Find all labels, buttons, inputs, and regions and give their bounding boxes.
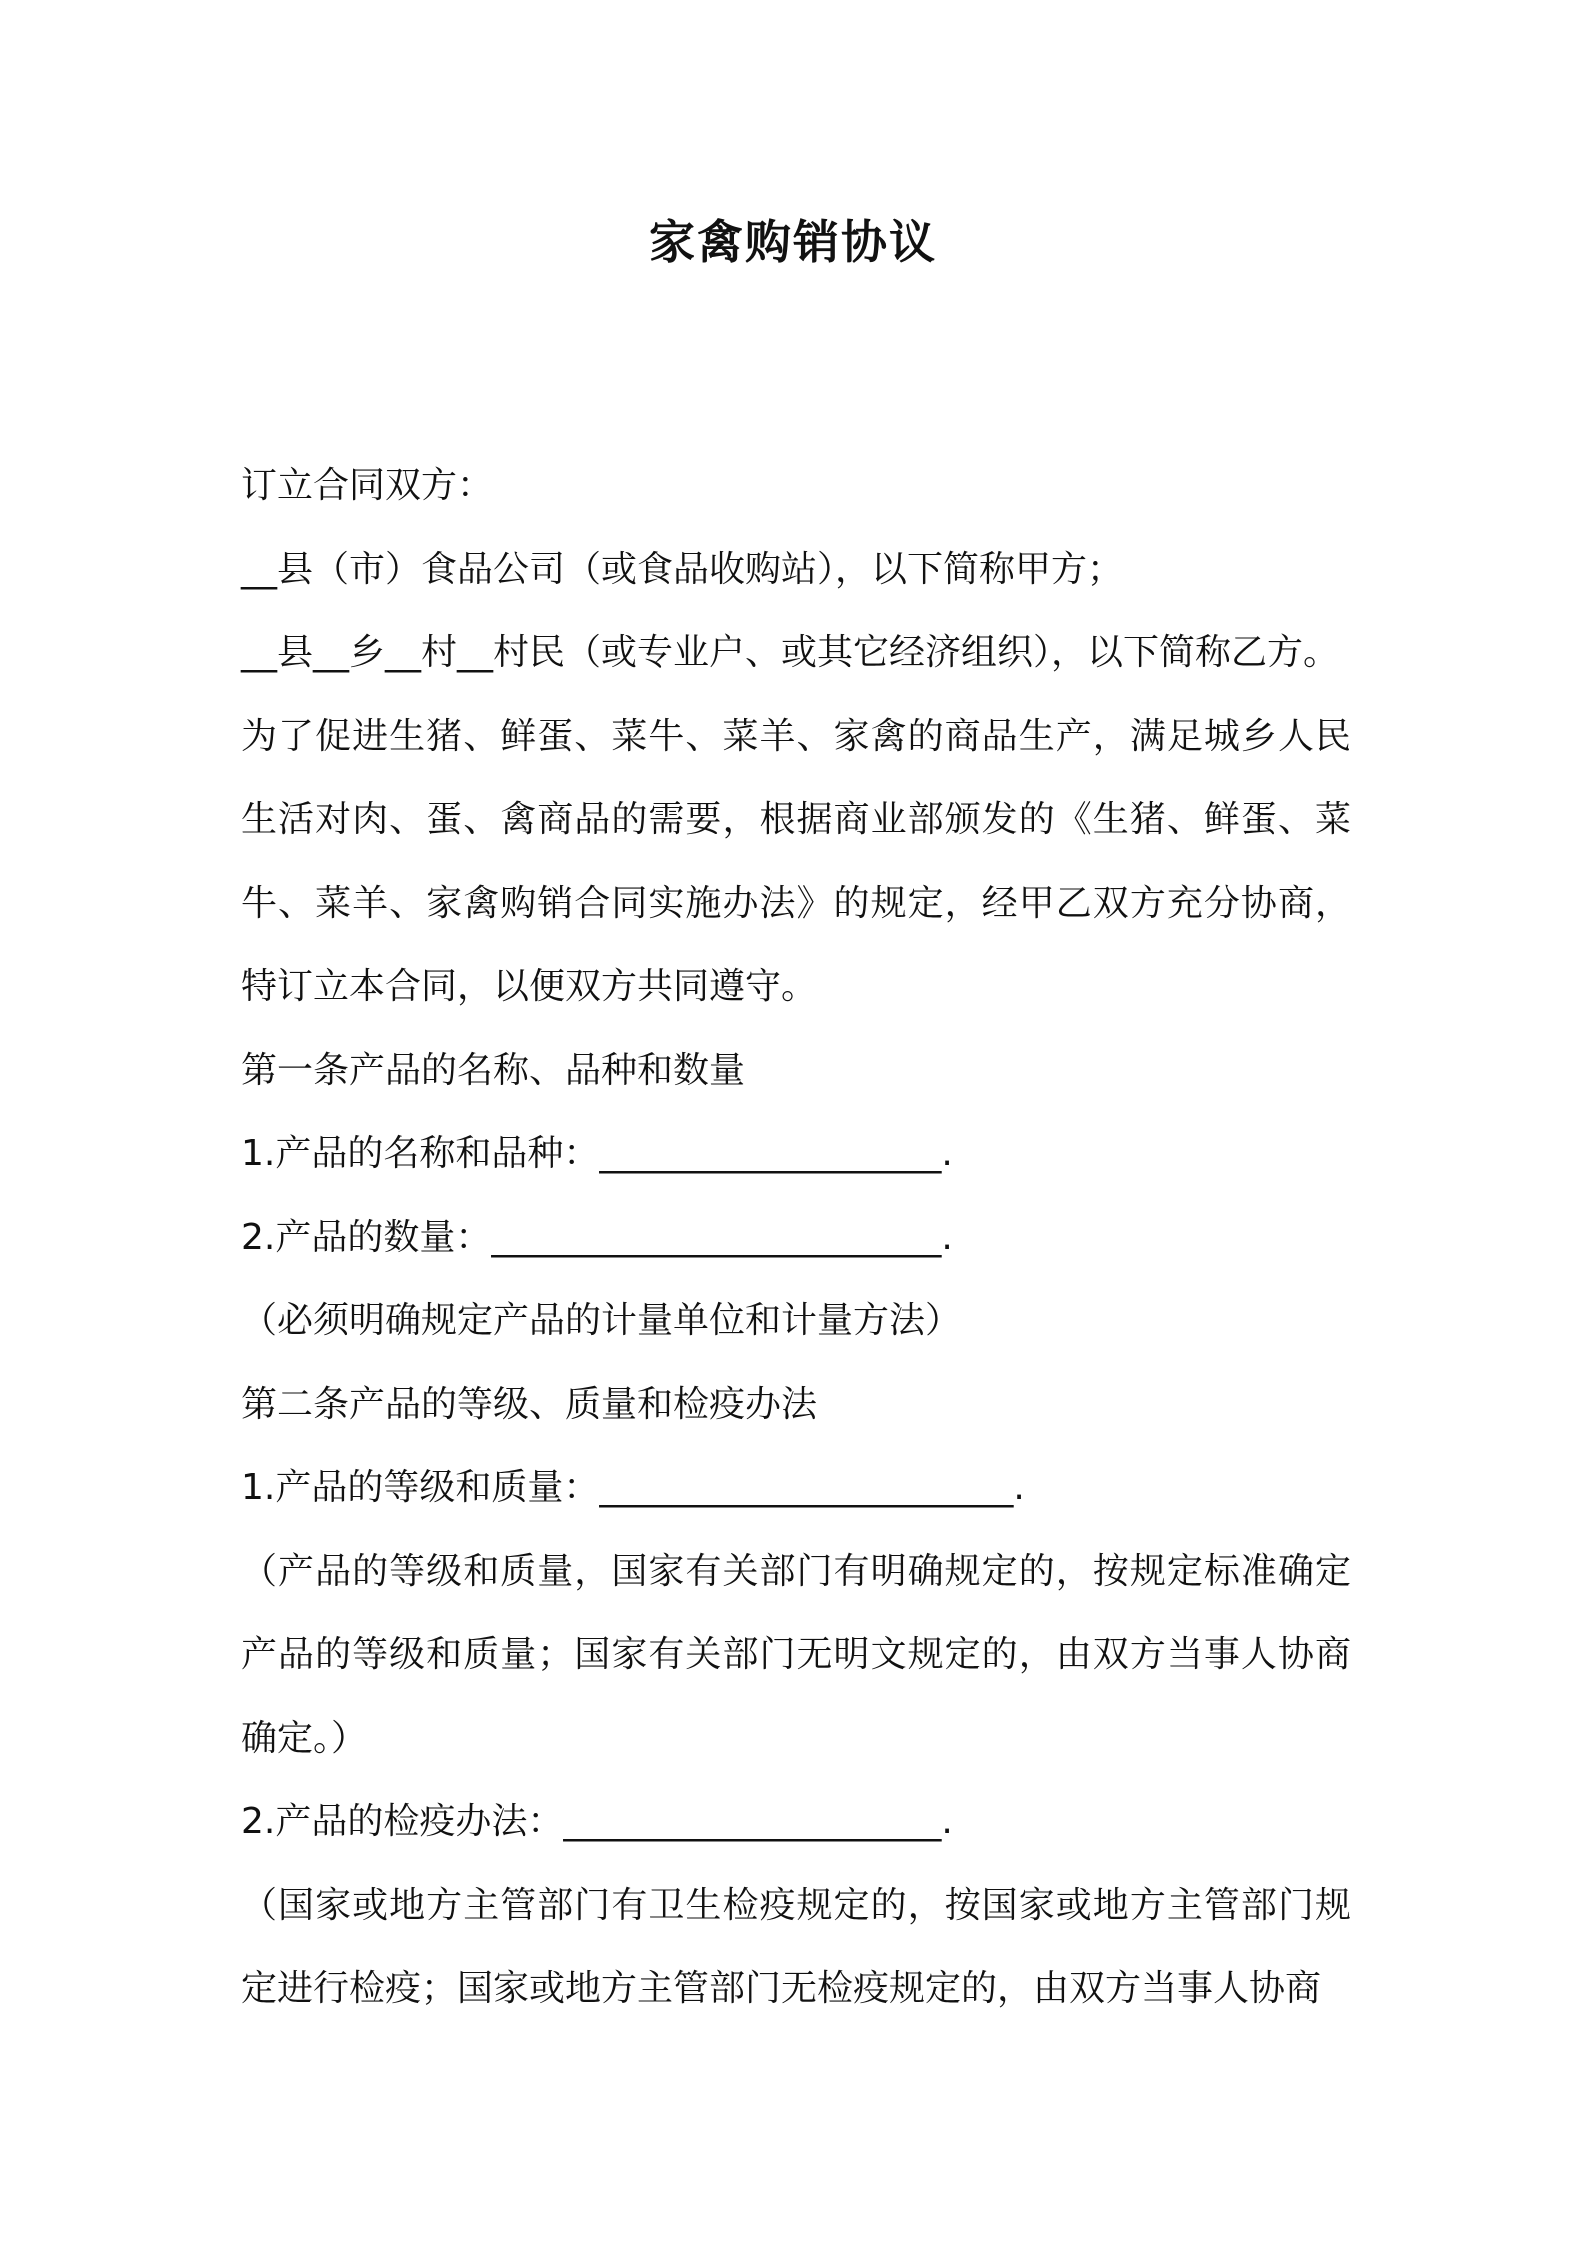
article-1-heading: 第一条产品的名称、品种和数量 — [241, 1049, 746, 1091]
article-2-item-2: 2.产品的检疫办法：_____________________. — [241, 1801, 953, 1842]
article-1-note: （必须明确规定产品的计量单位和计量方法） — [241, 1300, 962, 1341]
paragraph-party-b: __县__乡__村__村民（或专业户、或其它经济组织），以下简称乙方。 — [241, 632, 1340, 673]
document-body — [241, 444, 1351, 2031]
paragraph-preamble: 为了促进生猪、鲜蛋、菜牛、菜羊、家禽的商品生产，满足城乡人民生活对肉、蛋、禽商品的需要，根据商业部颁发的《生猪、鲜蛋、菜牛、菜羊、家禽购销合同实施办法》的规定，经甲乙双方充分协商，特订立本合同，以便双方共同遵守。 — [241, 715, 1351, 1007]
article-2-item-1: 1.产品的等级和质量：_______________________. — [241, 1467, 1025, 1508]
article-2-note-1: （产品的等级和质量，国家有关部门有明确规定的，按规定标准确定产品的等级和质量；国家有关部门无明文规定的，由双方当事人协商确定。） — [241, 1550, 1351, 1759]
article-2-heading: 第二条产品的等级、质量和检疫办法 — [241, 1383, 818, 1425]
document-title: 家禽购销协议 — [649, 215, 937, 269]
paragraph-parties-heading: 订立合同双方： — [241, 465, 494, 506]
article-1-item-2: 2.产品的数量：_________________________. — [241, 1216, 953, 1258]
paragraph-party-a: __县（市）食品公司（或食品收购站），以下简称甲方； — [241, 548, 1124, 590]
article-2-note-2: （国家或地方主管部门有卫生检疫规定的，按国家或地方主管部门规定进行检疫；国家或地方主管部门无检疫规定的，由双方当事人协商 — [241, 1884, 1351, 2009]
article-1-item-1: 1.产品的名称和品种：___________________. — [241, 1133, 953, 1174]
